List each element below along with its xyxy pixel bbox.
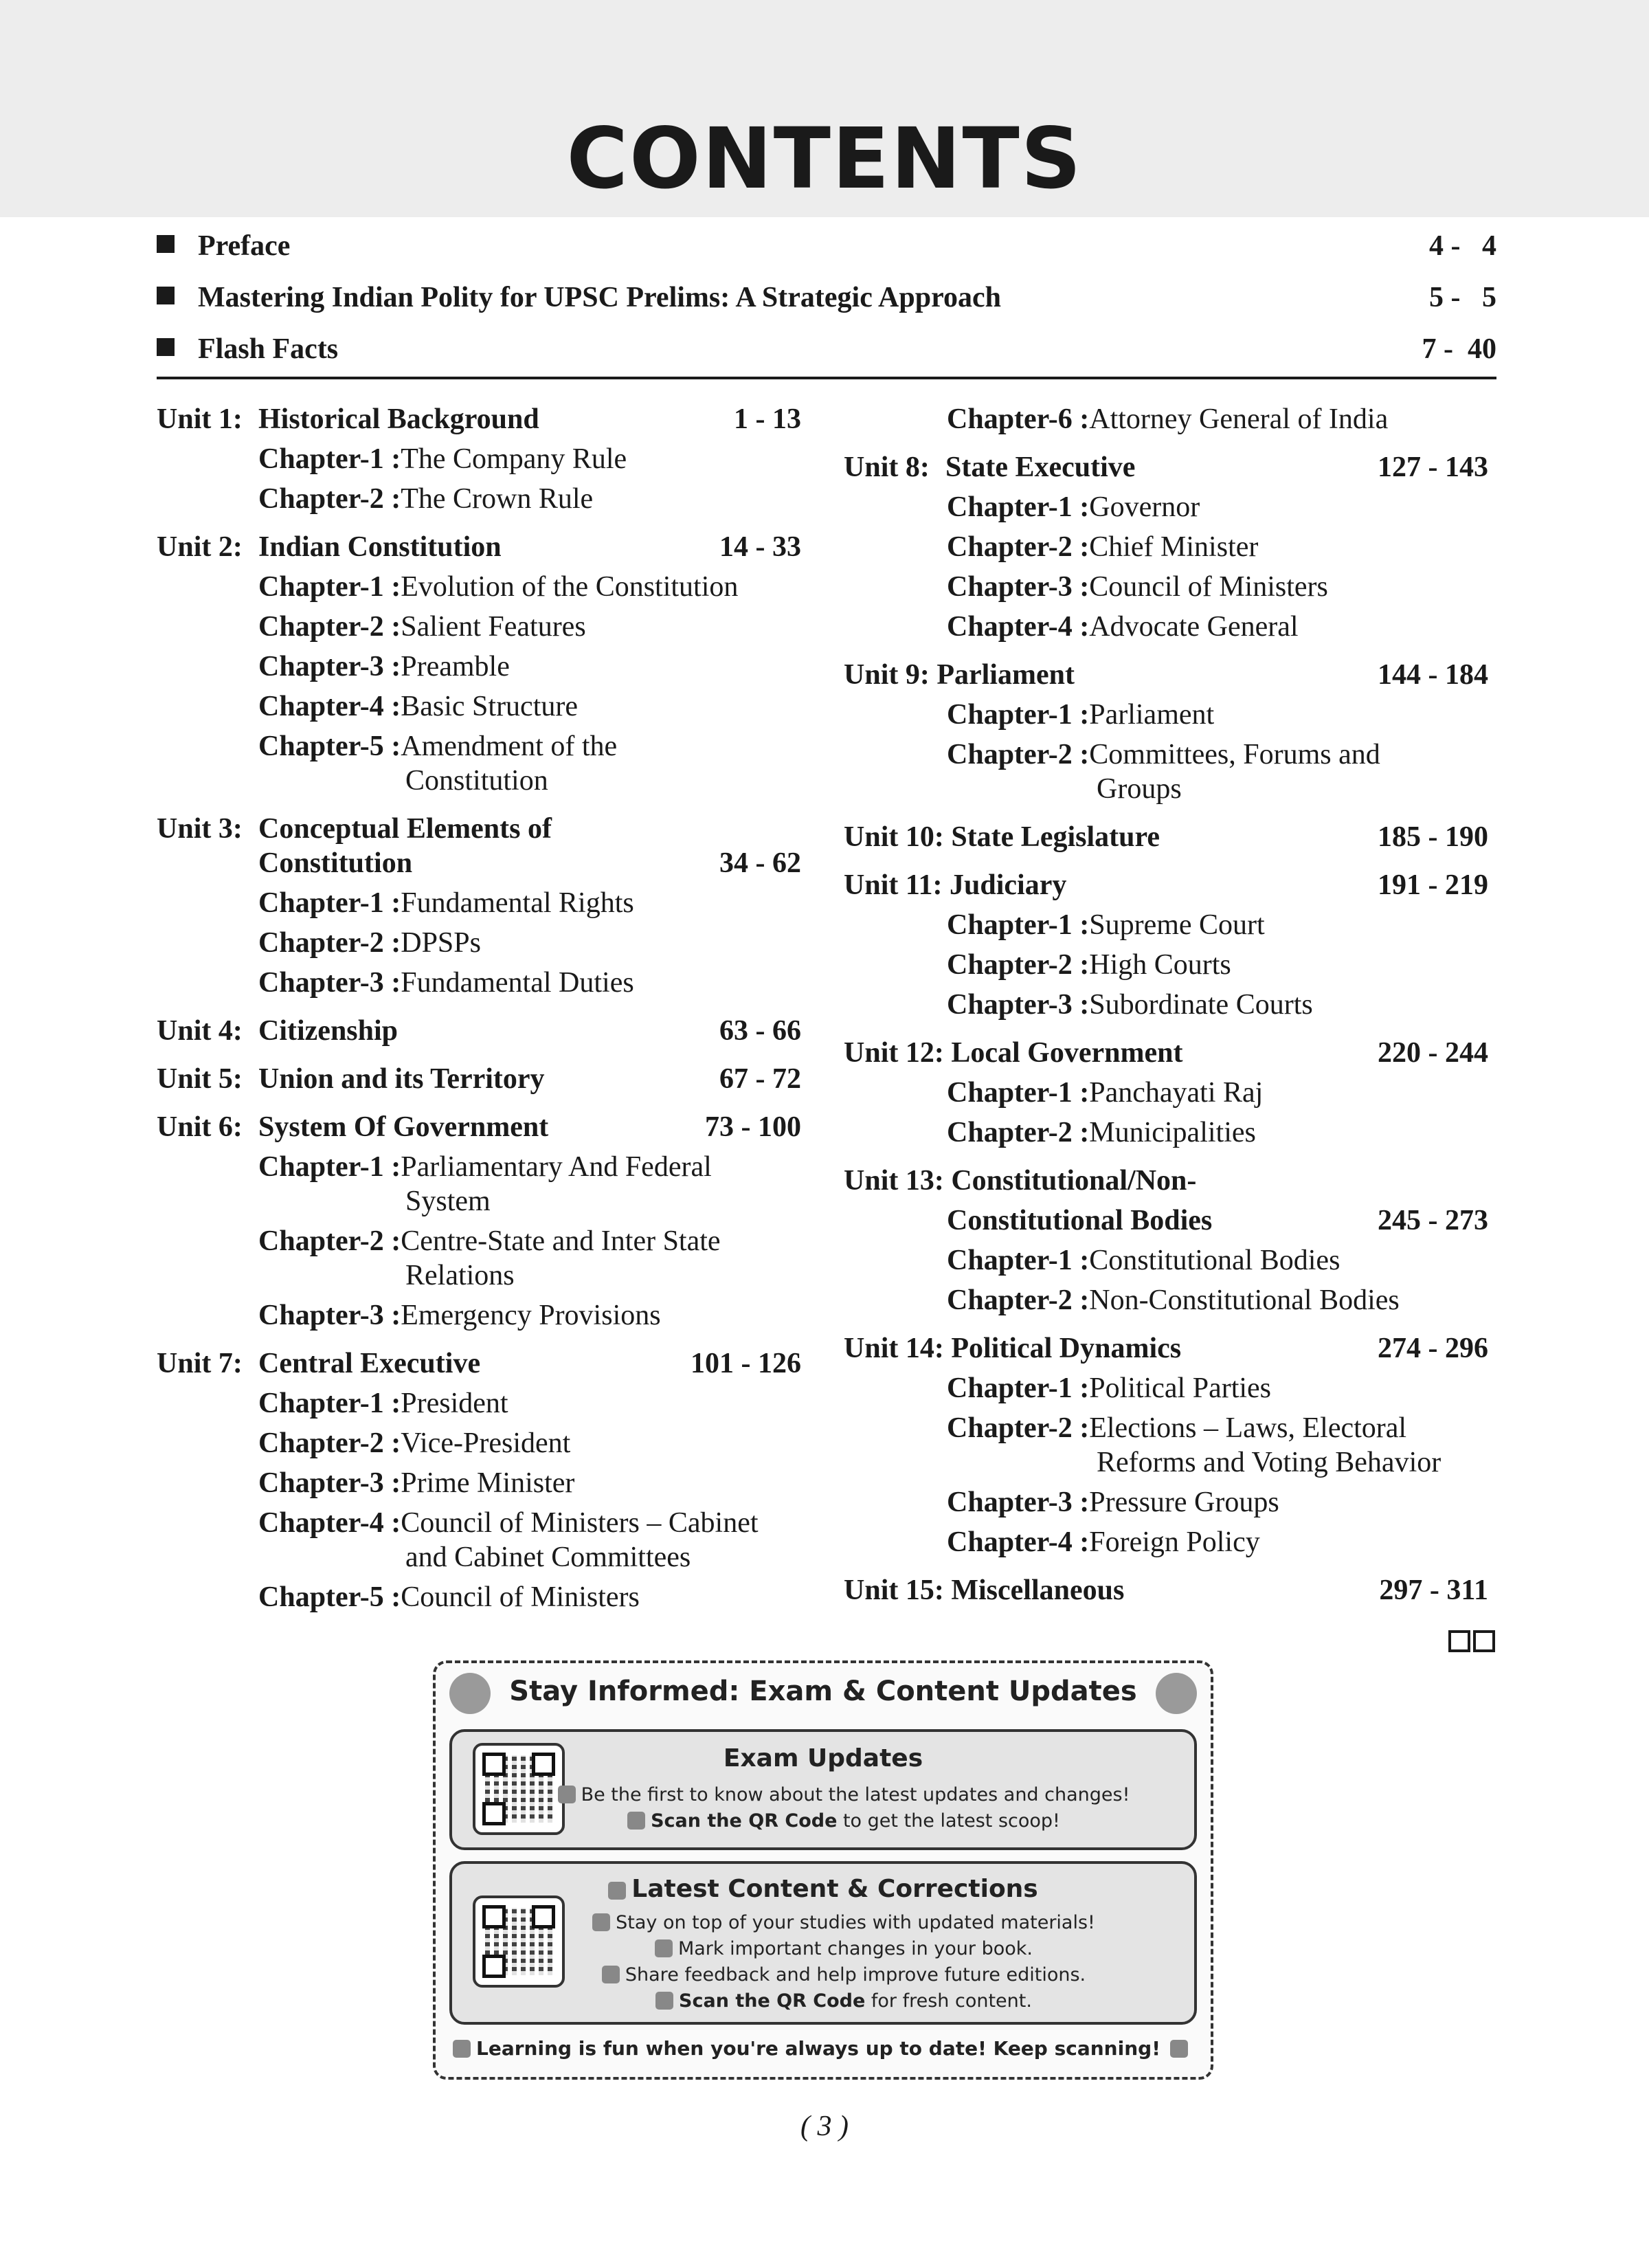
chapter-number: Chapter-5 : [258,1581,401,1613]
chapter-entry[interactable] [947,1243,1340,1278]
chapter-entry[interactable] [947,1411,1406,1445]
chapter-number: Chapter-3 : [947,1487,1090,1518]
chapter-number: Chapter-1 : [947,699,1090,731]
unit-pages: 73 - 100 [705,1111,801,1143]
chapter-title-cont: Reforms and Voting Behavior [1097,1447,1442,1478]
chapter-number: Chapter-1 : [947,1245,1090,1276]
unit-title: Indian Constitution [258,531,502,563]
chapter-number: Chapter-4 : [258,1507,401,1539]
chapter-number: Chapter-1 : [258,1388,401,1419]
chapter-entry[interactable] [258,1386,508,1421]
square-bullet-icon [157,287,175,304]
chapter-number: Chapter-4 : [258,691,401,722]
content-updates-line: Mark important changes in your book. [535,1938,1153,1959]
unit-pages: 63 - 66 [719,1015,801,1047]
chapter-number: Chapter-1 : [258,443,401,475]
chapter-number: Chapter-3 : [947,989,1090,1021]
chapter-entry[interactable] [947,1371,1271,1405]
chapter-entry[interactable] [947,490,1200,524]
chapter-number: Chapter-1 : [947,1077,1090,1109]
chapter-entry[interactable] [947,737,1380,772]
chapter-entry[interactable] [258,482,593,516]
unit-label: Unit 14: Political Dynamics [844,1333,1182,1364]
chapter-entry[interactable] [258,1506,759,1540]
unit-pages: 220 - 244 [1378,1037,1488,1069]
chapter-title: Council of Ministers [401,1581,640,1613]
chapter-number: Chapter-2 : [258,927,401,959]
chapter-entry[interactable] [947,1485,1279,1520]
chapter-title: Amendment of the [401,731,618,762]
chapter-title: Fundamental Duties [401,967,634,999]
chapter-entry[interactable] [258,1224,721,1258]
content-updates-line: Share feedback and help improve future editions. [535,1964,1153,1986]
chapter-number: Chapter-1 : [258,887,401,919]
chapter-number: Chapter-4 : [947,1526,1090,1558]
front-item-flash-facts[interactable] [157,329,1496,370]
chapter-entry[interactable] [947,1525,1260,1559]
front-item-strategy[interactable] [157,277,1496,318]
unit-pages: 127 - 143 [1378,452,1488,483]
chapter-title: President [401,1388,508,1419]
chapter-entry[interactable] [258,926,481,960]
chapter-title: Prime Minister [401,1467,575,1499]
chapter-entry[interactable] [947,570,1328,604]
chapter-title: Supreme Court [1089,909,1265,941]
unit-label: Unit 1: [157,403,243,435]
unit-label: Unit 12: Local Government [844,1037,1183,1069]
chapter-number: Chapter-5 : [258,731,401,762]
chapter-number: Chapter-2 : [258,1225,401,1257]
chapter-title: Basic Structure [401,691,578,722]
unit-label: Unit 3: [157,813,243,845]
unit-pages: 14 - 33 [719,531,801,563]
chapter-number: Chapter-3 : [258,967,401,999]
unit-label: Unit 6: [157,1111,243,1143]
unit-label: Unit 13: Constitutional/Non- [844,1165,1197,1197]
unit-label: Unit 11: Judiciary [844,869,1067,901]
content-updates-line: Stay on top of your studies with updated materials! [535,1912,1153,1933]
chapter-entry[interactable] [947,610,1299,644]
front-item-pages: 7 - 40 [1422,333,1496,365]
page-number: ( 3 ) [800,2111,849,2142]
chapter-number: Chapter-4 : [947,611,1090,643]
unit-pages: 144 - 184 [1378,659,1488,691]
unit-entry[interactable] [844,1164,1490,1198]
chapter-title: Subordinate Courts [1089,989,1313,1021]
chapter-title: Panchayati Raj [1089,1077,1264,1109]
sparkle-icon [592,1913,610,1931]
square-bullet-icon [157,338,175,356]
lightbulb-icon [453,2040,471,2058]
chapter-number: Chapter-1 : [258,1151,401,1183]
chapter-title: Committees, Forums and [1089,739,1380,770]
chapter-entry[interactable] [258,1580,640,1614]
unit-title: Central Executive [258,1348,481,1379]
rocket-icon [1170,2040,1188,2058]
unit-label: Unit 8: [844,452,930,483]
chapter-title: Salient Features [401,611,586,643]
chapter-title: The Company Rule [401,443,627,475]
chapter-number: Chapter-3 : [947,571,1090,603]
chapter-title: Evolution of the Constitution [401,571,739,603]
chapter-title: The Crown Rule [401,483,594,515]
chapter-title: Centre-State and Inter State [401,1225,721,1257]
unit-pages: 1 - 13 [734,403,801,435]
chapter-title: Constitutional Bodies [1089,1245,1340,1276]
chapter-number: Chapter-2 : [947,1285,1090,1316]
phone-icon [655,1992,673,2010]
unit-title: Constitutional Bodies [947,1205,1213,1236]
chapter-title: Fundamental Rights [401,887,634,919]
exam-updates-title: Exam Updates [723,1744,923,1772]
unit-label: Unit 7: [157,1348,243,1379]
chapter-entry[interactable] [258,649,510,684]
unit-label: Unit 9: Parliament [844,659,1075,691]
page-title: CONTENTS [566,110,1083,208]
unit-pages: 101 - 126 [691,1348,801,1379]
chapter-number: Chapter-1 : [258,571,401,603]
unit-pages: 67 - 72 [719,1063,801,1095]
unit-pages: 274 - 296 [1378,1333,1488,1364]
unit-title: Historical Background [258,403,539,435]
phone-icon [627,1812,645,1830]
exam-updates-panel [449,1729,1197,1850]
chapter-number: Chapter-3 : [258,1300,401,1331]
chapter-entry[interactable] [947,402,1388,436]
front-item-label: Flash Facts [198,333,339,365]
unit-label: Unit 10: State Legislature [844,821,1160,853]
unit-title: Union and its Territory [258,1063,545,1095]
box-title: Stay Informed: Exam & Content Updates [509,1676,1137,1707]
unit-title: State Executive [945,452,1136,483]
unit-title: Conceptual Elements of [258,813,552,845]
unit-title-cont: Constitution [258,847,413,879]
unit-label: Unit 4: [157,1015,243,1047]
chapter-title-cont: Groups [1097,773,1182,805]
chapter-title: Political Parties [1089,1372,1272,1404]
chapter-title-cont: System [405,1186,491,1217]
chapter-entry[interactable] [258,886,634,920]
chapter-number: Chapter-1 : [947,1372,1090,1404]
chapter-number: Chapter-2 : [258,1427,401,1459]
chapter-title: Elections – Laws, Electoral [1089,1412,1407,1444]
chapter-title: Preamble [401,651,510,682]
chapter-title: Emergency Provisions [401,1300,661,1331]
chapter-number: Chapter-3 : [258,651,401,682]
chapter-title-cont: and Cabinet Committees [405,1542,691,1573]
square-bullet-icon [157,235,175,253]
chapter-title: Municipalities [1089,1117,1256,1148]
chapter-title: Pressure Groups [1089,1487,1279,1518]
chapter-title: Parliament [1089,699,1215,731]
exam-updates-line: Be the first to know about the latest updates and changes! [535,1784,1153,1805]
chapter-number: Chapter-2 : [947,949,1090,981]
unit-pages: 245 - 273 [1378,1205,1488,1236]
chapter-title: DPSPs [401,927,481,959]
chapter-entry[interactable] [258,442,627,476]
chapter-title: Foreign Policy [1089,1526,1260,1558]
chapter-number: Chapter-3 : [258,1467,401,1499]
chapter-title: Attorney General of India [1089,403,1389,435]
front-item-pages: 5 - 5 [1429,282,1496,313]
unit-title: Citizenship [258,1015,399,1047]
chapter-entry[interactable] [258,570,738,604]
content-updates-title: Latest Content & Corrections [452,1875,1194,1903]
chapter-entry[interactable] [258,1298,661,1333]
content-updates-panel [449,1861,1197,2025]
unit-label: Unit 15: Miscellaneous [844,1575,1125,1606]
chapter-number: Chapter-2 : [258,483,401,515]
front-item-label: Preface [198,230,291,262]
megaphone-icon [558,1786,576,1803]
chapter-entry[interactable] [947,1115,1256,1150]
chapter-title: Advocate General [1089,611,1299,643]
end-mark-icon [1448,1630,1498,1656]
chapter-title: Parliamentary And Federal [401,1151,712,1183]
chapter-entry[interactable] [258,1466,574,1500]
chapter-number: Chapter-1 : [947,909,1090,941]
chapter-entry[interactable] [258,1150,712,1184]
exam-updates-line: Scan the QR Code to get the latest scoop! [535,1810,1153,1832]
chapter-number: Chapter-2 : [947,1117,1090,1148]
chapter-title: Vice-President [401,1427,571,1459]
unit-entry[interactable] [157,812,803,846]
chapter-title: Chief Minister [1089,531,1259,563]
unit-pages: 185 - 190 [1378,821,1488,853]
unit-pages: 34 - 62 [719,847,801,879]
chapter-title: Council of Ministers [1089,571,1328,603]
checkbox-icon [655,1939,673,1957]
chapter-number: Chapter-2 : [947,1412,1090,1444]
chapter-title: High Courts [1089,949,1231,981]
unit-title: System Of Government [258,1111,549,1143]
chapter-number: Chapter-2 : [947,739,1090,770]
front-item-label: Mastering Indian Polity for UPSC Prelims: A Strategic Approach [198,282,1001,313]
chapter-entry[interactable] [258,729,617,764]
chapter-number: Chapter-2 : [258,611,401,643]
chapter-entry[interactable] [947,698,1214,732]
updates-box [433,1660,1213,2080]
front-item-pages: 4 - 4 [1429,230,1496,262]
books-icon [608,1882,626,1900]
chapter-number: Chapter-6 : [947,403,1090,435]
unit-pages: 191 - 219 [1378,869,1488,901]
chapter-entry[interactable] [258,610,586,644]
chapter-title-cont: Relations [405,1260,515,1291]
chapter-entry[interactable] [258,1426,570,1460]
chapter-title: Governor [1089,491,1200,523]
chapter-title: Non-Constitutional Bodies [1089,1285,1400,1316]
chapter-entry[interactable] [258,689,578,724]
chapter-entry[interactable] [947,1283,1400,1318]
chapter-title: Council of Ministers – Cabinet [401,1507,759,1539]
chapter-number: Chapter-2 : [947,531,1090,563]
unit-label: Unit 2: [157,531,243,563]
memo-icon [602,1966,620,1983]
box-footer: Learning is fun when you're always up to date! Keep scanning! [436,2037,1211,2060]
chapter-entry[interactable] [947,1076,1263,1110]
divider-rule [157,377,1496,379]
chapter-entry[interactable] [947,530,1258,564]
front-item-preface[interactable] [157,225,1496,267]
chapter-entry[interactable] [947,908,1265,942]
chapter-number: Chapter-1 : [947,491,1090,523]
unit-label: Unit 5: [157,1063,243,1095]
chapter-entry[interactable] [258,966,634,1000]
content-updates-line: Scan the QR Code for fresh content. [535,1990,1153,2012]
unit-pages: 297 - 311 [1379,1575,1488,1606]
chapter-entry[interactable] [947,948,1231,982]
chapter-title-cont: Constitution [405,765,548,797]
chapter-entry[interactable] [947,988,1313,1022]
